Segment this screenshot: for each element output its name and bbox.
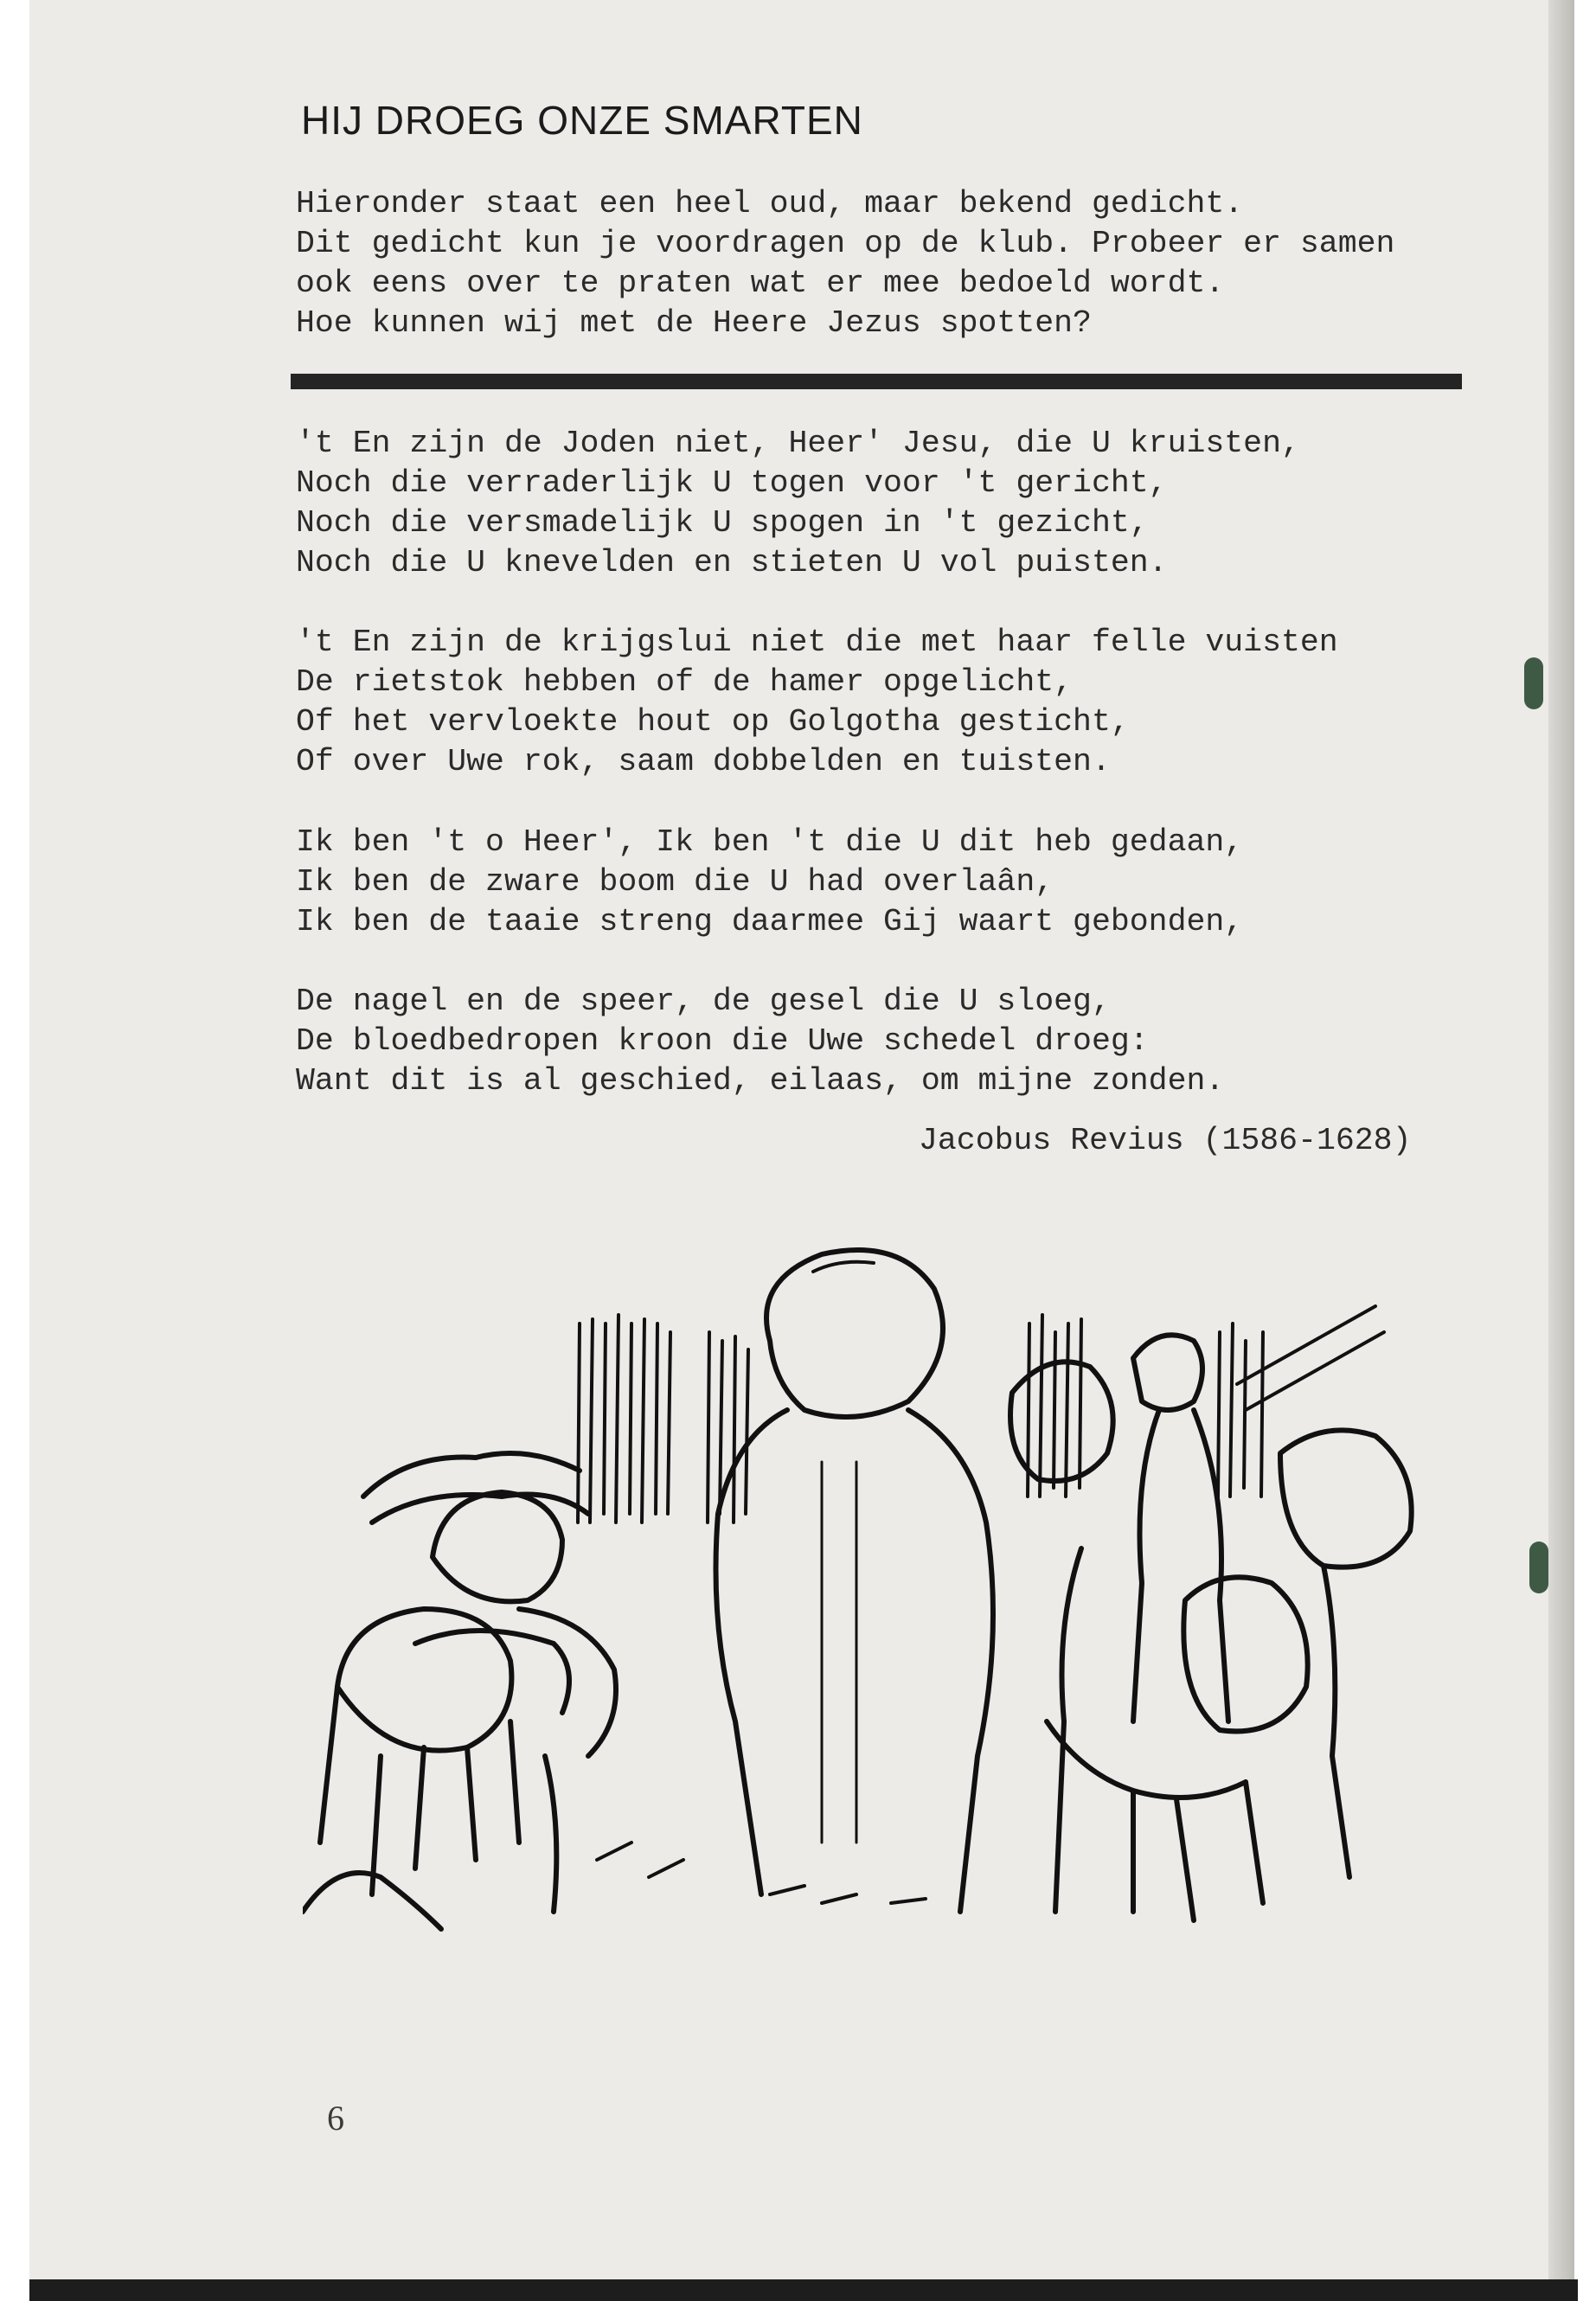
divider-bar	[291, 374, 1462, 389]
poem-line: Ik ben 't o Heer', Ik ben 't die U dit heb gedaan,	[296, 824, 1244, 860]
poem-line: Noch die versmadelijk U spogen in 't gezicht,	[296, 505, 1149, 541]
poem-line: Of het vervloekte hout op Golgotha gesticht,	[296, 704, 1130, 740]
poem-line: De rietstok hebben of de hamer opgelicht,	[296, 664, 1074, 700]
poem-line: Noch die verraderlijk U togen voor 't gericht,	[296, 465, 1168, 501]
intro-line: Dit gedicht kun je voordragen op de klub. Probeer er samen	[296, 226, 1395, 261]
intro-line: Hoe kunnen wij met de Heere Jezus spotten?	[296, 305, 1092, 341]
poem-line: Ik ben de taaie streng daarmee Gij waart gebonden,	[296, 904, 1244, 939]
poem-line: Ik ben de zware boom die U had overlaân,	[296, 864, 1054, 900]
poem-line: 't En zijn de Joden niet, Heer' Jesu, die U kruisten,	[296, 426, 1300, 461]
poem-line: De bloedbedropen kroon die Uwe schedel droeg:	[296, 1023, 1149, 1059]
page-edge-shadow	[1548, 0, 1574, 2279]
page-title: HIJ DROEG ONZE SMARTEN	[301, 98, 863, 143]
poem-line: 't En zijn de krijgslui niet die met haar felle vuisten	[296, 625, 1338, 660]
bottom-edge	[29, 2279, 1578, 2301]
binder-ring-bottom	[1529, 1541, 1548, 1593]
crowd-sketch-icon	[303, 1237, 1497, 1964]
intro-line: Hieronder staat een heel oud, maar bekend gedicht.	[296, 186, 1244, 221]
binder-ring-top	[1524, 657, 1543, 709]
poem-line: Want dit is al geschied, eilaas, om mijne zonden.	[296, 1063, 1225, 1099]
poem-line: De nagel en de speer, de gesel die U sloeg,	[296, 984, 1111, 1019]
poem-line: Noch die U knevelden en stieten U vol puisten.	[296, 545, 1168, 580]
poem-line: Of over Uwe rok, saam dobbelden en tuisten.	[296, 744, 1111, 779]
intro-line: ook eens over te praten wat er mee bedoeld wordt.	[296, 266, 1225, 301]
poem-author: Jacobus Revius (1586-1628)	[919, 1123, 1412, 1158]
page-number: 6	[327, 2099, 344, 2138]
